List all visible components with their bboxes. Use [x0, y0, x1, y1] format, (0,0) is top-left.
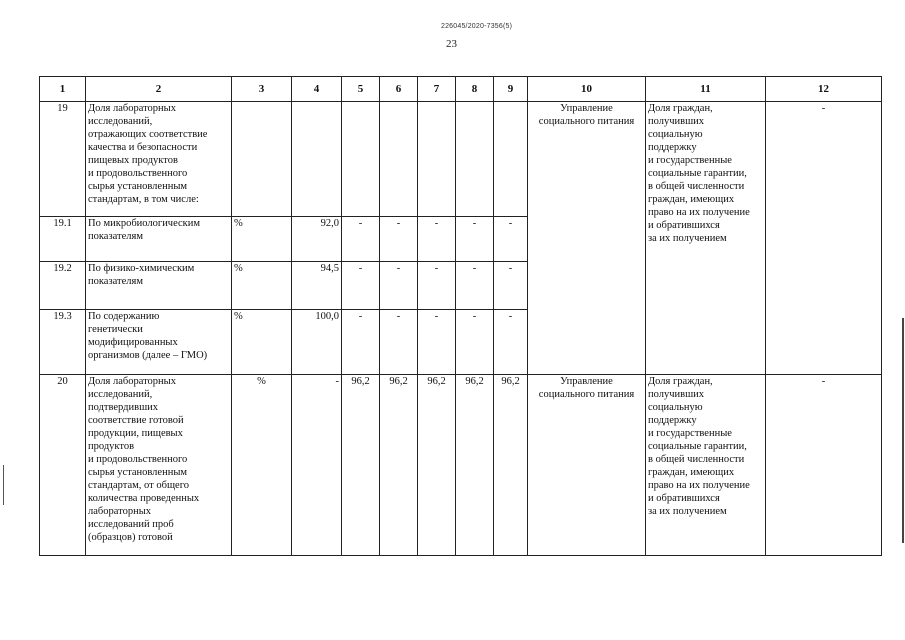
- value-cell: -: [342, 217, 380, 262]
- value-cell: 96,2: [494, 375, 528, 556]
- row-number: 19.3: [40, 310, 86, 375]
- target-indicator-cell: Доля граждан, получивших социальную поддержку и государственные социальные гарантии, в общей численности граждан, имеющих право на их получение и обратившихся за их получением: [646, 102, 766, 375]
- base-value-cell: 100,0: [292, 310, 342, 375]
- value-cell: [380, 102, 418, 217]
- value-cell: -: [418, 262, 456, 310]
- column-header: 4: [292, 77, 342, 102]
- base-value-cell: 92,0: [292, 217, 342, 262]
- unit-cell: [232, 102, 292, 217]
- indicators-table: [39, 76, 882, 556]
- value-cell: -: [494, 217, 528, 262]
- row-number: 19: [40, 102, 86, 217]
- scan-artifact-left: [3, 465, 4, 505]
- base-value-cell: 94,5: [292, 262, 342, 310]
- unit-cell: %: [232, 262, 292, 310]
- column-header: 10: [528, 77, 646, 102]
- base-value-cell: [292, 102, 342, 217]
- unit-cell: %: [232, 375, 292, 556]
- unit-cell: %: [232, 217, 292, 262]
- value-cell: -: [494, 262, 528, 310]
- value-cell: -: [380, 262, 418, 310]
- base-value-cell: -: [292, 375, 342, 556]
- value-cell: -: [342, 262, 380, 310]
- table-row: [40, 102, 882, 217]
- col12-cell: -: [766, 375, 882, 556]
- indicator-name: По содержанию генетически модифицированных организмов (далее – ГМО): [86, 310, 232, 375]
- col12-cell: -: [766, 102, 882, 375]
- responsible-cell: Управление социального питания: [528, 375, 646, 556]
- column-header: 9: [494, 77, 528, 102]
- value-cell: -: [342, 310, 380, 375]
- value-cell: 96,2: [342, 375, 380, 556]
- target-indicator-cell: Доля граждан, получивших социальную поддержку и государственные социальные гарантии, в общей численности граждан, имеющих право на их получение и обратившихся за их получением: [646, 375, 766, 556]
- column-header: 2: [86, 77, 232, 102]
- value-cell: -: [380, 217, 418, 262]
- row-number: 20: [40, 375, 86, 556]
- column-header: 8: [456, 77, 494, 102]
- indicator-name: Доля лабораторных исследований, подтвердивших соответствие готовой продукции, пищевых продуктов и продовольственного сырья установленным стандартам, от общего количества проведенных лабораторных исследований проб (образцов) готовой: [86, 375, 232, 556]
- column-header: 7: [418, 77, 456, 102]
- column-header: 11: [646, 77, 766, 102]
- value-cell: -: [456, 217, 494, 262]
- value-cell: -: [494, 310, 528, 375]
- value-cell: [494, 102, 528, 217]
- responsible-cell: Управление социального питания: [528, 102, 646, 375]
- document-id: 226045/2020-7356(5): [441, 23, 513, 30]
- value-cell: -: [456, 310, 494, 375]
- value-cell: -: [418, 310, 456, 375]
- indicator-name: По физико-химическим показателям: [86, 262, 232, 310]
- value-cell: -: [456, 262, 494, 310]
- row-number: 19.1: [40, 217, 86, 262]
- column-header: 1: [40, 77, 86, 102]
- column-header: 5: [342, 77, 380, 102]
- column-header: 6: [380, 77, 418, 102]
- unit-cell: %: [232, 310, 292, 375]
- indicator-name: Доля лабораторных исследований, отражающих соответствие качества и безопасности пищевых продуктов и продовольственного сырья установленным стандартам, в том числе:: [86, 102, 232, 217]
- table-row: [40, 375, 882, 556]
- table-header-row: [40, 77, 882, 102]
- row-number: 19.2: [40, 262, 86, 310]
- value-cell: [456, 102, 494, 217]
- value-cell: 96,2: [380, 375, 418, 556]
- scan-artifact-right: [902, 318, 904, 543]
- value-cell: [342, 102, 380, 217]
- value-cell: 96,2: [418, 375, 456, 556]
- column-header: 12: [766, 77, 882, 102]
- value-cell: -: [418, 217, 456, 262]
- column-header: 3: [232, 77, 292, 102]
- page-number: 23: [446, 38, 457, 50]
- value-cell: -: [380, 310, 418, 375]
- indicator-name: По микробиологическим показателям: [86, 217, 232, 262]
- value-cell: 96,2: [456, 375, 494, 556]
- value-cell: [418, 102, 456, 217]
